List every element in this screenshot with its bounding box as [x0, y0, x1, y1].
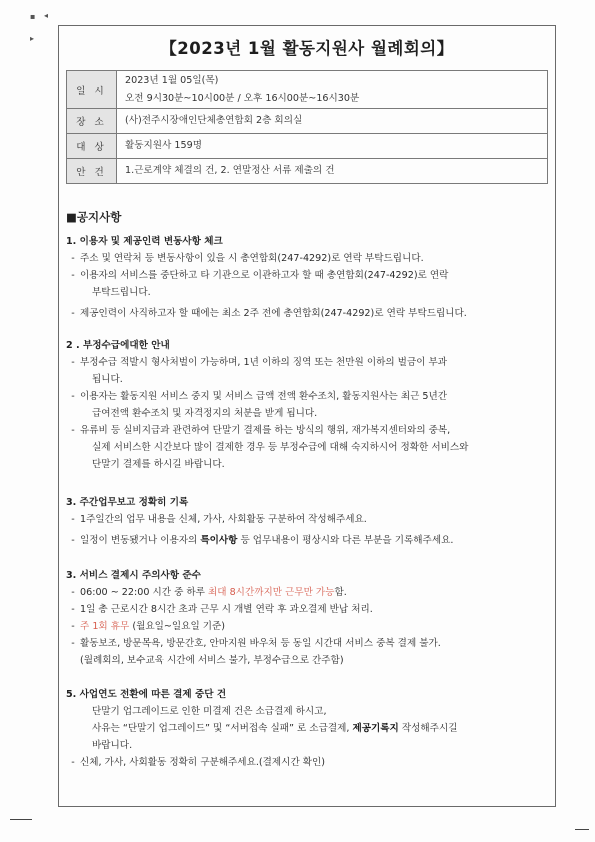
info-row-datetime	[67, 71, 548, 109]
list-item-continuation: 부탁드립니다.	[92, 287, 151, 298]
scan-mark: ◂	[44, 11, 49, 20]
info-value-line: 2023년 1월 05일(목)	[125, 74, 219, 86]
scan-mark: ▪	[30, 12, 36, 21]
info-value: 활동지원사 159명	[117, 134, 548, 159]
list-item: - 유류비 등 실비지급과 관련하여 단말기 결제를 하는 방식의 행위, 재가복지센터와의 중복,	[71, 425, 451, 436]
section-2	[66, 337, 550, 473]
info-value: 1.근로계약 체결의 건, 2. 연말정산 서류 제출의 건	[117, 159, 548, 184]
list-item: - 주 1회 휴무 (월요일~일요일 기준)	[71, 621, 226, 632]
info-label: 일 시	[67, 71, 117, 109]
list-item-continuation: 됩니다.	[92, 374, 123, 385]
section-title: 3. 서비스 결제시 주의사항 준수	[66, 570, 201, 581]
info-label: 대 상	[67, 134, 117, 159]
list-item: - 이용자의 서비스를 중단하고 타 기관으로 이관하고자 할 때 총연합회(247-4292)로 연락	[71, 270, 449, 281]
document-title: 【2023년 1월 활동지원사 월례회의】	[160, 39, 454, 58]
scan-mark: ▸	[30, 34, 35, 43]
scan-line	[575, 829, 589, 830]
paragraph-line: 바랍니다.	[92, 740, 133, 751]
info-row-target	[67, 134, 548, 159]
highlight-text: 주 1회 휴무	[80, 621, 130, 632]
list-item: - 제공인력이 사직하고자 할 때에는 최소 2주 전에 총연합회(247-4292)로 연락 부탁드립니다.	[71, 308, 467, 319]
list-item: - 신체, 가사, 사회활동 정확히 구분해주세요.(결제시간 확인)	[71, 757, 326, 768]
list-item: - 일정이 변동됐거나 이용자의 특이사항 등 업무내용이 평상시와 다른 부분을 기록해주세요.	[71, 535, 454, 546]
section-title: 3. 주간업무보고 정확히 기록	[66, 497, 189, 508]
list-item: - 이용자는 활동지원 서비스 중지 및 서비스 급액 전액 환수조치, 활동지원사는 최근 5년간	[71, 391, 448, 402]
emphasis-text: 제공기록지	[352, 723, 399, 734]
paragraph-line: 단말기 업그레이드로 인한 미결제 건은 소급결제 하시고,	[92, 706, 327, 717]
list-item-continuation: 단말기 결제를 하시길 바랍니다.	[92, 459, 225, 470]
section-3	[66, 494, 550, 549]
section-title: 5. 사업연도 전환에 따른 결제 중단 건	[66, 689, 227, 700]
list-item: - 주소 및 연락처 등 변동사항이 있을 시 총연합회(247-4292)로 연락 부탁드립니다.	[71, 253, 424, 264]
info-value: (사)전주시장애인단체총연합회 2층 회의실	[117, 109, 548, 134]
info-value	[117, 71, 548, 109]
section-1	[66, 233, 550, 322]
scan-line	[10, 819, 32, 820]
info-row-place	[67, 109, 548, 134]
list-item-continuation: 실제 서비스한 시간보다 많이 결제한 경우 등 부정수급에 대해 숙지하시어 정확한 서비스와	[92, 442, 469, 453]
notice-heading: ■공지사항	[66, 210, 122, 224]
list-item: - 06:00 ~ 22:00 시간 중 하루 최대 8시간까지만 근무만 가능함.	[71, 587, 347, 598]
list-item-continuation: 급여전액 환수조치 및 자격정지의 처분을 받게 됩니다.	[92, 408, 318, 419]
emphasis-text: 특이사항	[200, 535, 238, 546]
section-4	[66, 567, 550, 669]
document-frame	[58, 25, 556, 807]
info-row-agenda	[67, 159, 548, 184]
list-item: - 1일 총 근로시간 8시간 초과 근무 시 개별 연락 후 과오결제 반납 처리.	[71, 604, 373, 615]
section-5	[66, 686, 550, 771]
list-item-continuation: (월례회의, 보수교육 시간에 서비스 불가, 부정수급으로 간주함)	[80, 655, 344, 666]
highlight-text: 최대 8시간까지만 근무만 가능	[207, 587, 335, 598]
section-title: 1. 이용자 및 제공인력 변동사항 체크	[66, 236, 223, 247]
paragraph-line: 사유는 “단말기 업그레이드” 및 “서버접속 실패” 로 소급결제, 제공기록지 작성해주시길	[92, 723, 458, 734]
list-item: - 1주일간의 업무 내용을 신체, 가사, 사회활동 구분하여 작성해주세요.	[71, 514, 367, 525]
info-value-line: 오전 9시30분~10시00분 / 오후 16시00분~16시30분	[125, 92, 360, 104]
info-label: 장 소	[67, 109, 117, 134]
list-item: - 부정수급 적발시 형사처벌이 가능하며, 1년 이하의 징역 또는 천만원 이하의 벌금이 부과	[71, 357, 448, 368]
info-label: 안 건	[67, 159, 117, 184]
meeting-info-table	[66, 70, 548, 184]
list-item: - 활동보조, 방문목욕, 방문간호, 안마지원 바우처 등 동일 시간대 서비스 중복 결제 불가.	[71, 638, 441, 649]
section-title: 2 . 부정수급에대한 안내	[66, 340, 170, 351]
